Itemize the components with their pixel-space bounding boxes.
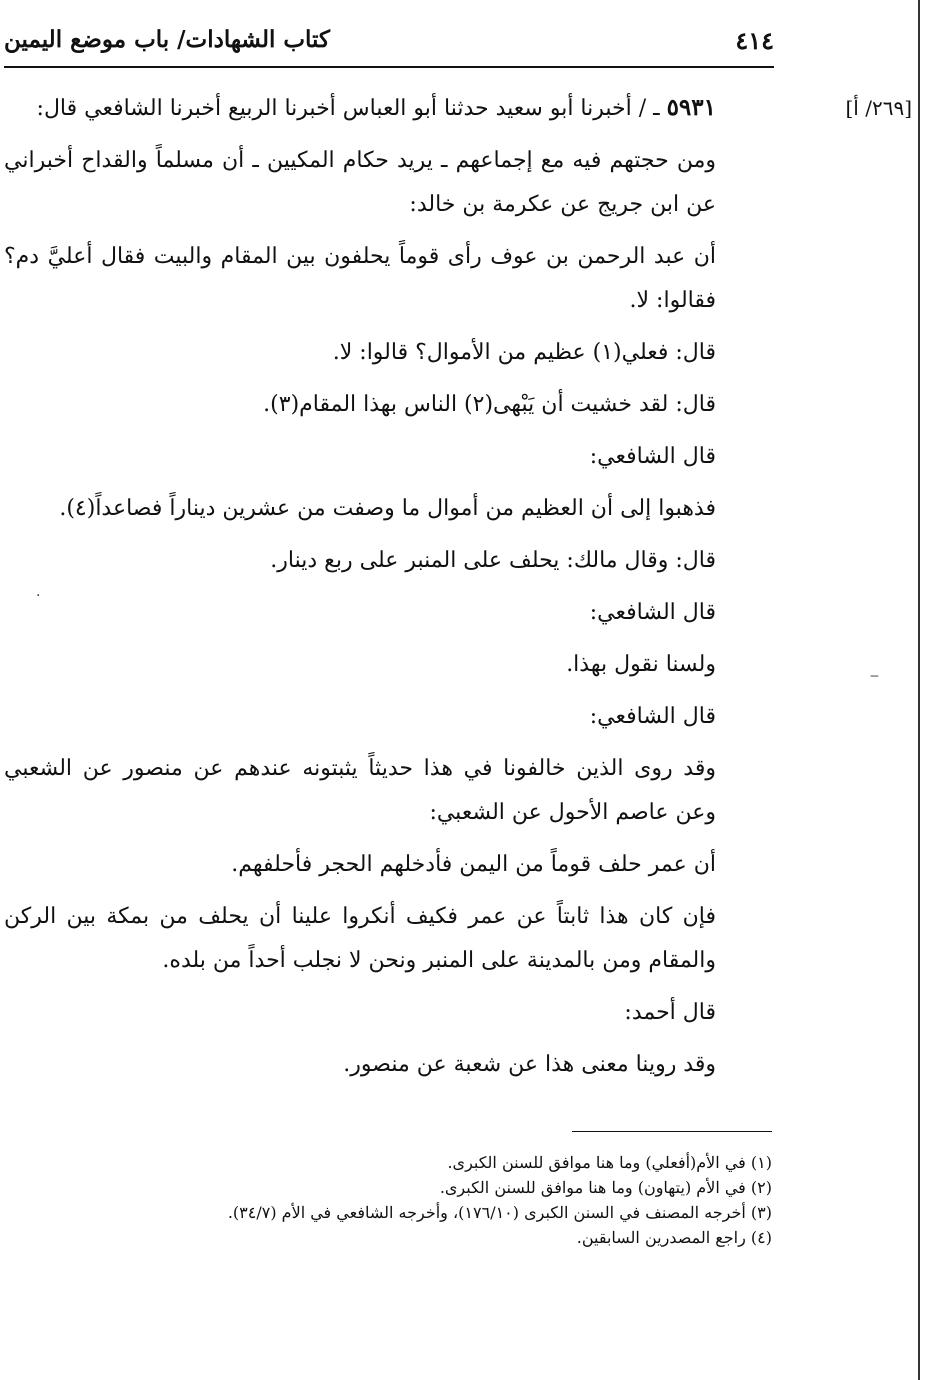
header-rule	[4, 66, 774, 68]
paragraph: فذهبوا إلى أن العظيم من أموال ما وصفت من عشرين ديناراً فصاعداً(٤).	[59, 496, 716, 521]
paragraph: ومن حجتهم فيه مع إجماعهم ـ يريد حكام المكيين ـ أن مسلماً والقداح أخبراني عن ابن جريج عن عكرمة بن خالد:	[4, 148, 716, 217]
page-number: ٤١٤	[735, 26, 774, 55]
paragraph: وقد روينا معنى هذا عن شعبة عن منصور.	[343, 1052, 716, 1077]
paragraph: قال الشافعي:	[589, 704, 716, 729]
main-text	[4, 86, 772, 1095]
paragraph: قال الشافعي:	[589, 444, 716, 469]
footnotes	[60, 1150, 772, 1250]
hadith-number: ٥٩٣١	[666, 94, 716, 121]
paragraph: أن عمر حلف قوماً من اليمن فأدخلهم الحجر فأحلفهم.	[231, 852, 716, 877]
paragraph: قال: لقد خشيت أن يَبْهى(٢) الناس بهذا المقام(٣).	[263, 392, 716, 417]
paragraph: ولسنا نقول بهذا.	[566, 652, 716, 677]
paragraph: قال أحمد:	[624, 1000, 716, 1025]
running-title: كتاب الشهادات/ باب موضع اليمين	[4, 26, 330, 53]
paragraph: قال: وقال مالك: يحلف على المنبر على ربع دينار.	[270, 548, 716, 573]
paragraph: وقد روى الذين خالفونا في هذا حديثاً يثبتونه عندهم عن منصور عن الشعبي وعن عاصم الأحول عن الشعبي:	[4, 756, 716, 825]
paragraph: أن عبد الرحمن بن عوف رأى قوماً يحلفون بين المقام والبيت فقال أعليَّ دم؟ فقالوا: لا.	[4, 244, 716, 313]
footnote: (١) في الأم(أفعلي) وما هنا موافق للسنن الكبرى.	[447, 1153, 772, 1172]
paragraph: فإن كان هذا ثابتاً عن عمر فكيف أنكروا علينا أن يحلف من بمكة بين الركن والمقام ومن بالمدينة على المنبر ونحن لا نجلب أحداً من بلده.	[4, 904, 716, 973]
footnote: (٢) في الأم (يتهاون) وما هنا موافق للسنن الكبرى.	[439, 1178, 772, 1197]
manuscript-folio-reference: [٢٦٩/ أ]	[845, 96, 912, 120]
footnote: (٤) راجع المصدرين السابقين.	[576, 1228, 772, 1247]
page-header	[4, 26, 774, 62]
footnote-separator	[572, 1131, 772, 1132]
hadith-paragraph	[4, 86, 772, 131]
page-edge-line	[918, 0, 920, 1380]
isnad-text: ـ / أخبرنا أبو سعيد حدثنا أبو العباس أخبرنا الربيع أخبرنا الشافعي قال:	[36, 96, 667, 121]
footnote: (٣) أخرجه المصنف في السنن الكبرى (١٧٦/١٠)، وأخرجه الشافعي في الأم (٣٤/٧).	[227, 1203, 772, 1222]
stray-mark: ·	[36, 588, 41, 604]
paragraph: قال: فعلي(١) عظيم من الأموال؟ قالوا: لا.	[332, 340, 716, 365]
paragraph: قال الشافعي:	[589, 600, 716, 625]
stray-mark: ‒	[870, 668, 879, 684]
